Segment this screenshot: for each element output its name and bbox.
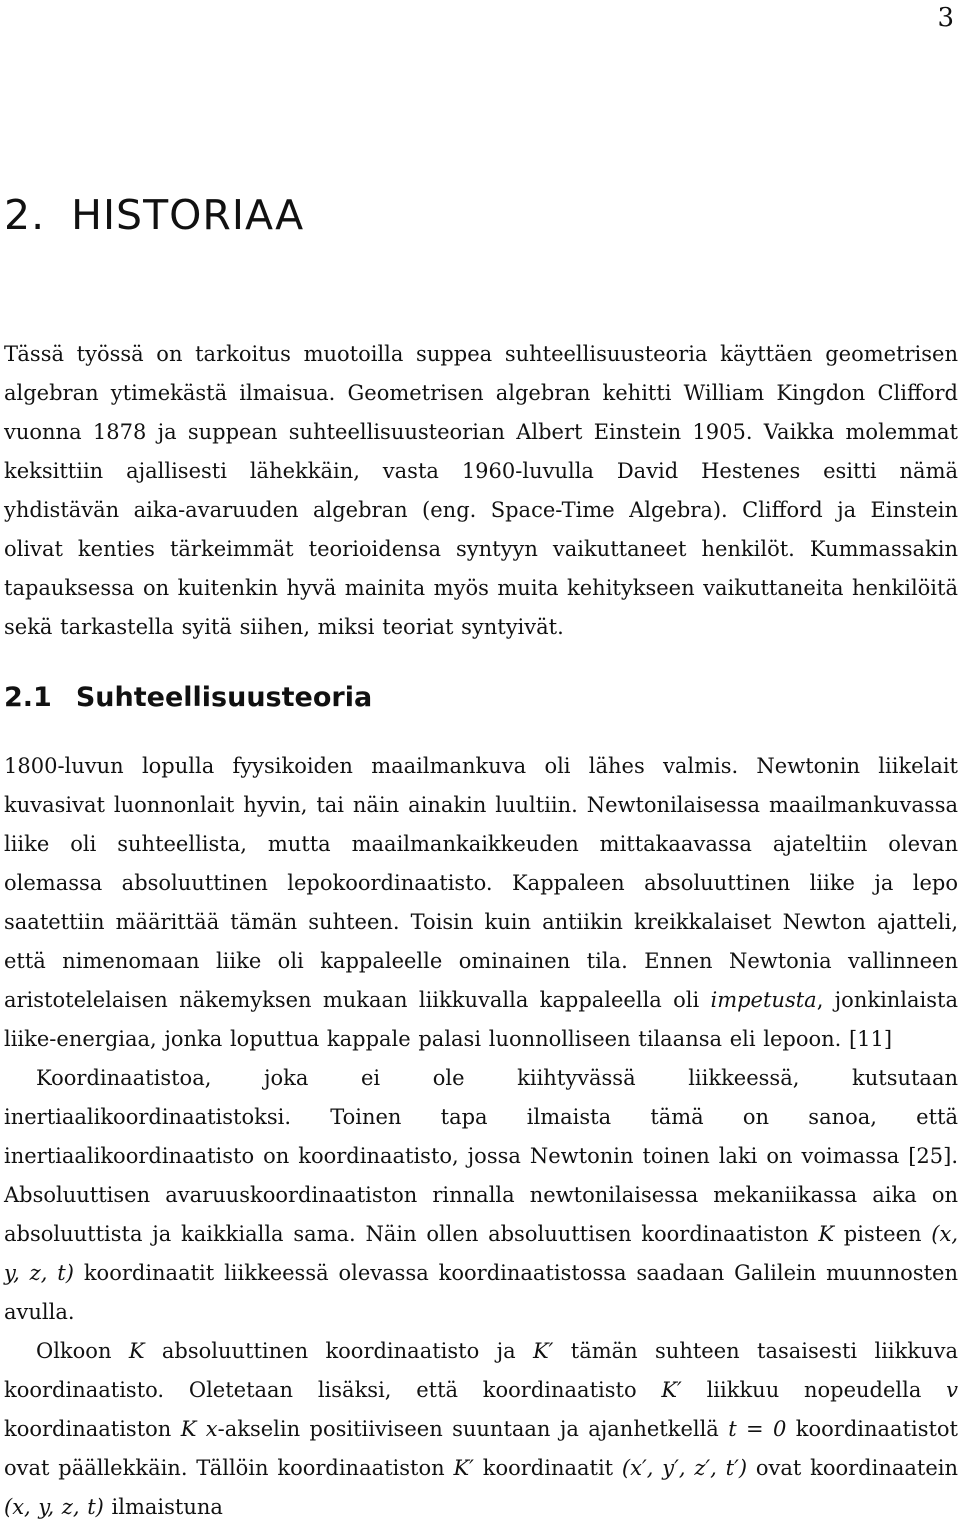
math-coordinates: (x, y, z, t): [4, 1222, 958, 1285]
math-K: K: [128, 1339, 145, 1363]
paragraph-1-text: 1800-luvun lopulla fyysikoiden maailmankuva oli lähes valmis. Newtonin liikelait kuvasivat luonnonlait hyvin, tai näin ainakin luultiin. Newtonilaisessa maailmankuvassa liike oli suhteellista, mutta maailmankaikkeuden mittakaavassa ajateltiin olevan olemassa absoluuttinen lepokoordinaatisto. Kappaleen absoluuttinen liike ja lepo saatettiin määrittää tämän suhteen. Toisin kuin antiikin kreikkalaiset Newton ajatteli, että nimenomaan liike oli kappaleelle ominainen tila. Ennen Newtonia vallinneen aristotelelaisen näkemyksen mukaan liikkuvalla kappaleella oli: [4, 754, 958, 1012]
chapter-title-text: HISTORIAA: [71, 191, 305, 239]
section-title-text: Suhteellisuusteoria: [75, 682, 373, 713]
paragraph-1-text-end: , jonkinlaista liike-energiaa, jonka loputtua kappale palasi luonnolliseen tilaansa eli lepoon. [11]: [4, 988, 958, 1051]
paragraph-2-text: Koordinaatistoa, joka ei ole kiihtyvässä liikkeessä, kutsutaan inertiaalikoordinaatistoksi. Toinen tapa ilmaista tämä on sanoa, että inertiaalikoordinaatisto on koordinaatisto, jossa Newtonin toinen laki on voimassa [25]. Absoluuttisen avaruuskoordinaatiston rinnalla newtonilaisessa mekaniikassa aika on absoluuttista ja kaikkialla sama. Näin ollen absoluuttisen koordinaatiston: [4, 1066, 958, 1246]
p3-t4: liikkuu nopeudella: [681, 1378, 947, 1402]
math-primed-coordinates: (x′, y′, z′, t′): [621, 1456, 748, 1480]
chapter-title: [4, 190, 304, 240]
math-x: x: [205, 1417, 218, 1441]
p3-t11: ilmaistuna: [103, 1495, 223, 1519]
p3-t1: Olkoon: [36, 1339, 129, 1363]
p3-t2: absoluuttinen koordinaatisto ja: [144, 1339, 533, 1363]
math-coordinates: (x, y, z, t): [4, 1495, 104, 1519]
chapter-number: 2.: [4, 191, 46, 239]
p3-t6: [196, 1417, 205, 1441]
paragraph-2-text-3: koordinaatit liikkeessä olevassa koordinaatistossa saadaan Galilein muunnosten avulla.: [4, 1261, 958, 1324]
paragraph-2: [4, 1059, 958, 1332]
intro-section: [4, 335, 958, 647]
paragraph-3: [4, 1332, 958, 1527]
intro-paragraph: Tässä työssä on tarkoitus muotoilla suppea suhteellisuusteoria käyttäen geometrisen algebran ytimekästä ilmaisua. Geometrisen algebran kehitti William Kingdon Clifford vuonna 1878 ja suppean suhteellisuusteorian Albert Einstein 1905. Vaikka molemmat keksittiin ajallisesti lähekkäin, vasta 1960-luvulla David Hestenes esitti nämä yhdistävän aika-avaruuden algebran (eng. Space-Time Algebra). Clifford ja Einstein olivat kenties tärkeimmät teorioidensa syntyyn vaikuttaneet henkilöt. Kummassakin tapauksessa on kuitenkin hyvä mainita myös muita kehitykseen vaikuttaneita henkilöitä sekä tarkastella syitä siihen, miksi teoriat syntyivät.: [4, 342, 958, 639]
math-K-prime: K′: [453, 1456, 474, 1480]
page-number: 3: [937, 3, 954, 33]
math-K-prime: K′: [532, 1339, 554, 1363]
p3-t3: tämän suhteen tasaisesti liikkuva koordinaatisto. Oletetaan lisäksi, että koordinaatisto: [4, 1339, 958, 1402]
math-K: K: [180, 1417, 197, 1441]
impetus-term: impetusta: [710, 988, 817, 1012]
p3-t7: -akselin positiiviseen suuntaan ja ajanhetkellä: [217, 1417, 729, 1441]
p3-t9: koordinaatit: [473, 1456, 622, 1480]
math-t-equals-zero: t = 0: [728, 1417, 787, 1441]
section-number: 2.1: [4, 682, 52, 713]
section-body: [4, 747, 958, 1527]
section-title: [4, 678, 372, 718]
math-K: K: [818, 1222, 835, 1246]
p3-t10: ovat koordinaatein: [747, 1456, 958, 1480]
paragraph-1: [4, 747, 958, 1059]
p3-t8: koordinaatistot ovat päällekkäin. Tällöin koordinaatiston: [4, 1417, 959, 1480]
math-v: v: [946, 1378, 958, 1402]
p3-t5: koordinaatiston: [4, 1417, 181, 1441]
math-K-prime: K′: [661, 1378, 682, 1402]
paragraph-2-text-2: pisteen: [834, 1222, 932, 1246]
